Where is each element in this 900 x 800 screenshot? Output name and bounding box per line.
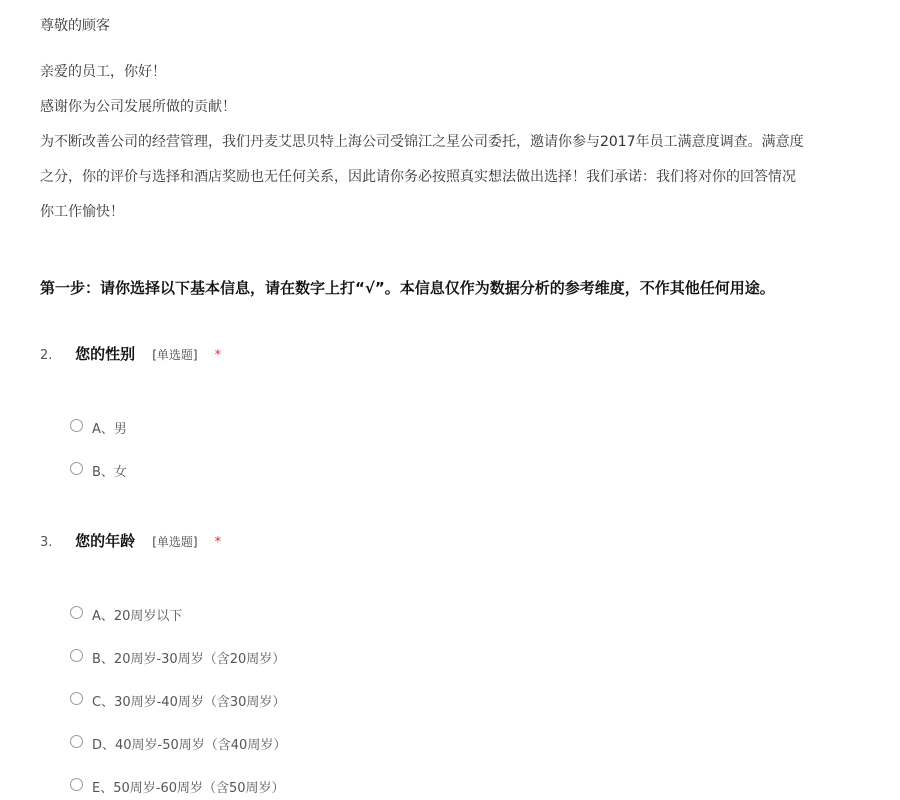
option-label: B、女 — [92, 465, 127, 480]
question-title: 您的性别 — [75, 345, 136, 363]
option-gender-male[interactable] — [70, 406, 127, 449]
option-label: A、男 — [92, 422, 127, 437]
question-type-label: [单选题] — [152, 535, 198, 549]
option-label: A、20周岁以下 — [92, 609, 183, 624]
option-label: B、20周岁-30周岁（含20周岁） — [92, 652, 286, 667]
radio-button[interactable] — [70, 692, 83, 705]
section-title: 第一步：请你选择以下基本信息，请在数字上打“√”。本信息仅作为数据分析的参考维度，不作其他任何用途。 — [40, 279, 775, 297]
question-number: 3. — [40, 535, 53, 550]
radio-button[interactable] — [70, 419, 83, 432]
gender-options — [70, 406, 127, 492]
option-label: D、40周岁-50周岁（含40周岁） — [92, 738, 287, 753]
option-age-e[interactable] — [70, 765, 286, 800]
option-age-d[interactable] — [70, 722, 286, 765]
radio-button[interactable] — [70, 735, 83, 748]
intro-block — [40, 55, 900, 230]
option-age-b[interactable] — [70, 636, 286, 679]
option-gender-female[interactable] — [70, 449, 127, 492]
option-label: C、30周岁-40周岁（含30周岁） — [92, 695, 286, 710]
intro-line-1: 为不断改善公司的经营管理，我们丹麦艾思贝特上海公司受锦江之星公司委托，邀请你参与2017年员工满意度调查。满意度 — [40, 134, 804, 150]
radio-button[interactable] — [70, 462, 83, 475]
question-gender — [40, 343, 221, 364]
age-options — [70, 593, 286, 800]
required-marker: * — [214, 348, 222, 363]
intro-salutation: 亲爱的员工，你好！ — [40, 64, 166, 80]
question-type-label: [单选题] — [152, 348, 198, 362]
radio-button[interactable] — [70, 606, 83, 619]
question-age — [40, 530, 221, 551]
intro-thanks: 感谢你为公司发展所做的贡献！ — [40, 99, 236, 115]
radio-button[interactable] — [70, 649, 83, 662]
option-age-a[interactable] — [70, 593, 286, 636]
option-label: E、50周岁-60周岁（含50周岁） — [92, 781, 285, 796]
intro-line-2: 之分，你的评价与选择和酒店奖励也无任何关系，因此请你务必按照真实想法做出选择！我们承诺：我们将对你的回答情况 — [40, 169, 796, 185]
intro-closing: 你工作愉快！ — [40, 204, 124, 220]
required-marker: * — [214, 535, 222, 550]
question-number: 2. — [40, 348, 53, 363]
radio-button[interactable] — [70, 778, 83, 791]
question-title: 您的年龄 — [75, 532, 136, 550]
greeting-text: 尊敬的顾客 — [40, 18, 110, 34]
option-age-c[interactable] — [70, 679, 286, 722]
